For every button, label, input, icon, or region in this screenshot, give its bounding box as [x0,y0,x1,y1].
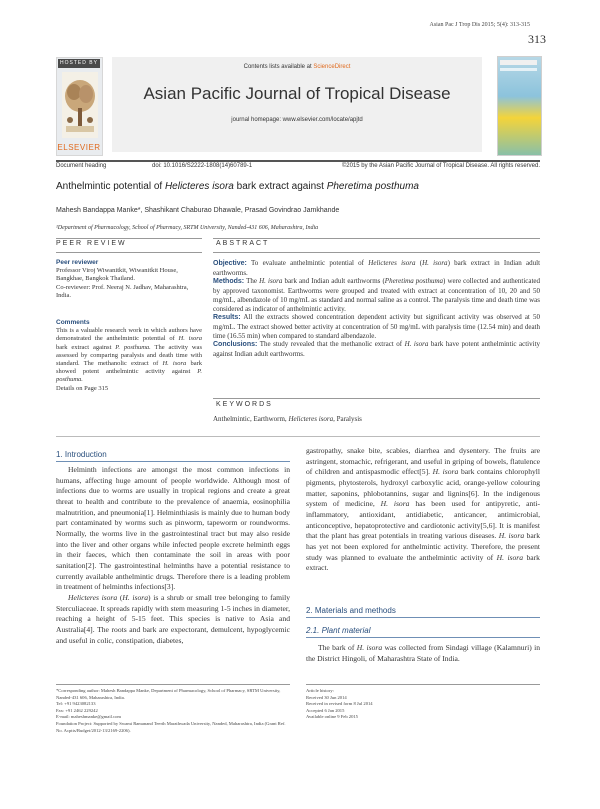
intro-rule [56,461,290,462]
title-part: bark extract against [236,181,324,192]
peer-reviewer-label: Peer reviewer [56,259,99,266]
title-part: Anthelmintic potential of [56,181,163,192]
abstract-results: Results: All the extracts showed concentration dependent activity but significant activity was observed at 50 mg/mL. The extract showed better activity at concentration of 50 mg/mL with paralysis time (12.54 min) and death time (16.55 min) when compared to standard albendazole. [213,313,540,340]
journal-header [112,57,482,152]
peer-reviewer-block [56,259,202,300]
title-species: Helicteres isora [164,181,234,192]
peer-review-rule [56,238,202,239]
affiliation: ¹Department of Pharmacology, School of Pharmacy, SRTM University, Nanded-431 606, Maharashtra, India [56,225,319,231]
keywords-heading: KEYWORDS [216,401,273,408]
elsevier-tree-icon [62,72,98,138]
peer-reviewer-text: Professor Viroj Wiwanitkit, Wiwanitkit House, Bangkhae, Bangkok Thailand. [56,267,178,283]
keywords-rule [213,398,540,399]
intro-paragraph: Helminth infections are amongst the most common infections in humans, affecting huge amount of people worldwide. Although most of infections due to worms are usually in tropical regions and create a great threat to health and contribute to the prevalence of anaemia, eosinophilia malnutrition, and pneumonia[1]. Helminthiasis is mainly due to human body part contaminated by worms such as pinworm, tapeworm or roundworms. Normally, the worms live in the gastrointestinal tract but may also reside into the liver and other organs while infected people excrete helminth eggs in their faeces, which then contaminate the soil in areas with poor sanitation[2]. The gastrointestinal helminths have a potential resistance to currently available anthelmintic drugs. Therefore there is a leading problem in treatment of helminths infections[3]. [56,465,290,592]
abstract-rule [213,252,540,253]
abstract-conclusions: Conclusions: The study revealed that the methanolic extract of H. isora bark have potent anthelmintic activity against Indian adult earthworms. [213,340,541,359]
article-title [56,181,540,192]
intro-heading: 1. Introduction [56,450,107,459]
intro-paragraph: Helicteres isora (H. isora) is a shrub or small tree belonging to family Sterculiaceae. It spreads rapidly with stem measuring 1-5 inches in diameter, reaching a height of 5-15 feet. This species is native to Asia and Australia[4]. The roots and bark are expectorant, demulcent, hypoglycemic and useful in colic, constipation, diabetes, [56,592,291,645]
abstract-objective: Objective: To evaluate anthelmintic potential of Helicteres isora (H. isora) bark extract in Indian adult earthworms. [213,259,541,277]
details-link[interactable]: Details on Page 315 [56,384,109,392]
abstract-heading: ABSTRACT [216,240,270,247]
journal-homepage[interactable]: journal homepage: www.elsevier.com/locate/apjtd [231,117,363,123]
intro-text [56,465,290,646]
hosted-by-label: HOSTED BY [58,59,100,68]
title-species: Pheretima posthuma [326,181,419,192]
plant-material-heading: 2.1. Plant material [306,626,371,635]
plant-material-rule [306,637,540,638]
comments-label: Comments [56,319,90,326]
peer-review-rule [56,252,202,253]
abstract-methods: Methods: The H. isora bark and Indian adult earthworms (Pheretima posthuma) were collected and authenticated by approved taxonomist. Earthworms were grouped and treated with extract at concentration of 10, 20 and 50 mg/mL, albendazole of 10 mg/mL as standard and normal saline as a control. The paralysis time and death time was considered as indicator of anthelmintic activity. [213,277,541,313]
cover-subtitle-bar [500,68,537,71]
body-paragraph: gastropathy, snake bite, scabies, diarrhea and dysentery. The fruits are astringent, stomachic, refrigerant, and useful in griping of bowels, flatulence of children and antispasmodic effect[5]. H. isora bark contains chlorophyll pigments, phytosterols, hydroxyl carboxylic acid, orange-yellow colouring matter, saponins, phlobotannins, sugar and lignins[6]. In the indigenous system of medicine, H. isora has been used for antipyretic, anti-inflammatory, antioxidant, antidiabetic, anticancer, antimicrobial, anticonceptive, hepatoprotective and cardiotonic activity[5,6]. It is manifest that the plant has great potentials in treating various diseases. H. isora bark has yet not been explored for anthelmintic activity. Therefore, the present study was planned to evaluate the anthelmintic activity of H. isora bark extract. [306,446,541,573]
cover-title-bar [500,60,537,65]
journal-cover-image [497,56,542,156]
contents-line [112,64,482,70]
running-head: Asian Pac J Trop Dis 2015; 5(4): 313-315 [429,22,530,28]
peer-review-heading: PEER REVIEW [56,240,127,247]
doi[interactable]: doi: 10.1016/S2222-1808(14)60789-1 [152,163,253,169]
article-history: Article history: Received 30 Jun 2014 Received in revised form 8 Jul 2014 Accepted 6 Jan 2015 Available online 9 Feb 2015 [306,688,373,720]
comments-block [56,319,202,393]
body-divider [56,436,540,437]
email-link[interactable]: E-mail: maheshmanke@gmail.com [56,714,121,720]
co-reviewer-text: Co-reviewer: Prof. Neeraj N. Jadhav, Maharashtra, India. [56,283,189,299]
comments-text: This is a valuable research work in which authors have demonstrated the anthelmintic potential of H. isora bark extract against P. posthuma. The activity was assessed by comparing paralysis and death time with standard. The methanolic extract of H. isora bark showed potent anthelmintic activity against P. posthuma. [56,327,203,384]
corresponding-author-footnote: *Corresponding author: Mahesh Bandappa Manke, Department of Pharmacology, School of Pharmacy, SRTM University, Nanded-431 606, Maharashtra, India. Tel: +91 9423082133 Fax: +91 2462 229242 E-mail: maheshmanke@gmail.com Foundation Project: Supported by Swami Ramanand Teerth Marathwada University, Nanded, Maharashtra, India (Grant Ref. No. Acptts/Budget/2012-13/2169-2206). [56,688,290,734]
document-heading: Document heading [56,163,107,169]
authors: Mahesh Bandappa Manke*, Shashikant Chaburao Dhawale, Prasad Govindrao Jamkhande [56,207,340,214]
page-number: 313 [528,32,546,46]
methods-heading: 2. Materials and methods [306,606,396,615]
header-divider [56,160,540,162]
contents-prefix: Contents lists available at [243,64,312,70]
abstract-body [213,259,540,359]
right-column-text [306,446,540,574]
plant-material-text [306,643,540,664]
body-paragraph: The bark of H. isora was collected from Sindagi village (Kalamnuri) in the District Hingoli, of Maharashtra State of India. [306,643,540,663]
copyright: ©2015 by the Asian Pacific Journal of Tropical Disease. All rights reserved. [341,163,540,169]
sciencedirect-link[interactable]: ScienceDirect [313,64,351,70]
journal-title: Asian Pacific Journal of Tropical Disease [143,84,451,103]
abstract-rule [213,238,540,239]
keywords-text: Anthelmintic, Earthworm, Helicteres isora, Paralysis [213,415,362,423]
footnote-rule [56,684,290,685]
footnote-rule [306,684,540,685]
publisher-name: ELSEVIER [57,143,101,152]
methods-rule [306,617,540,618]
